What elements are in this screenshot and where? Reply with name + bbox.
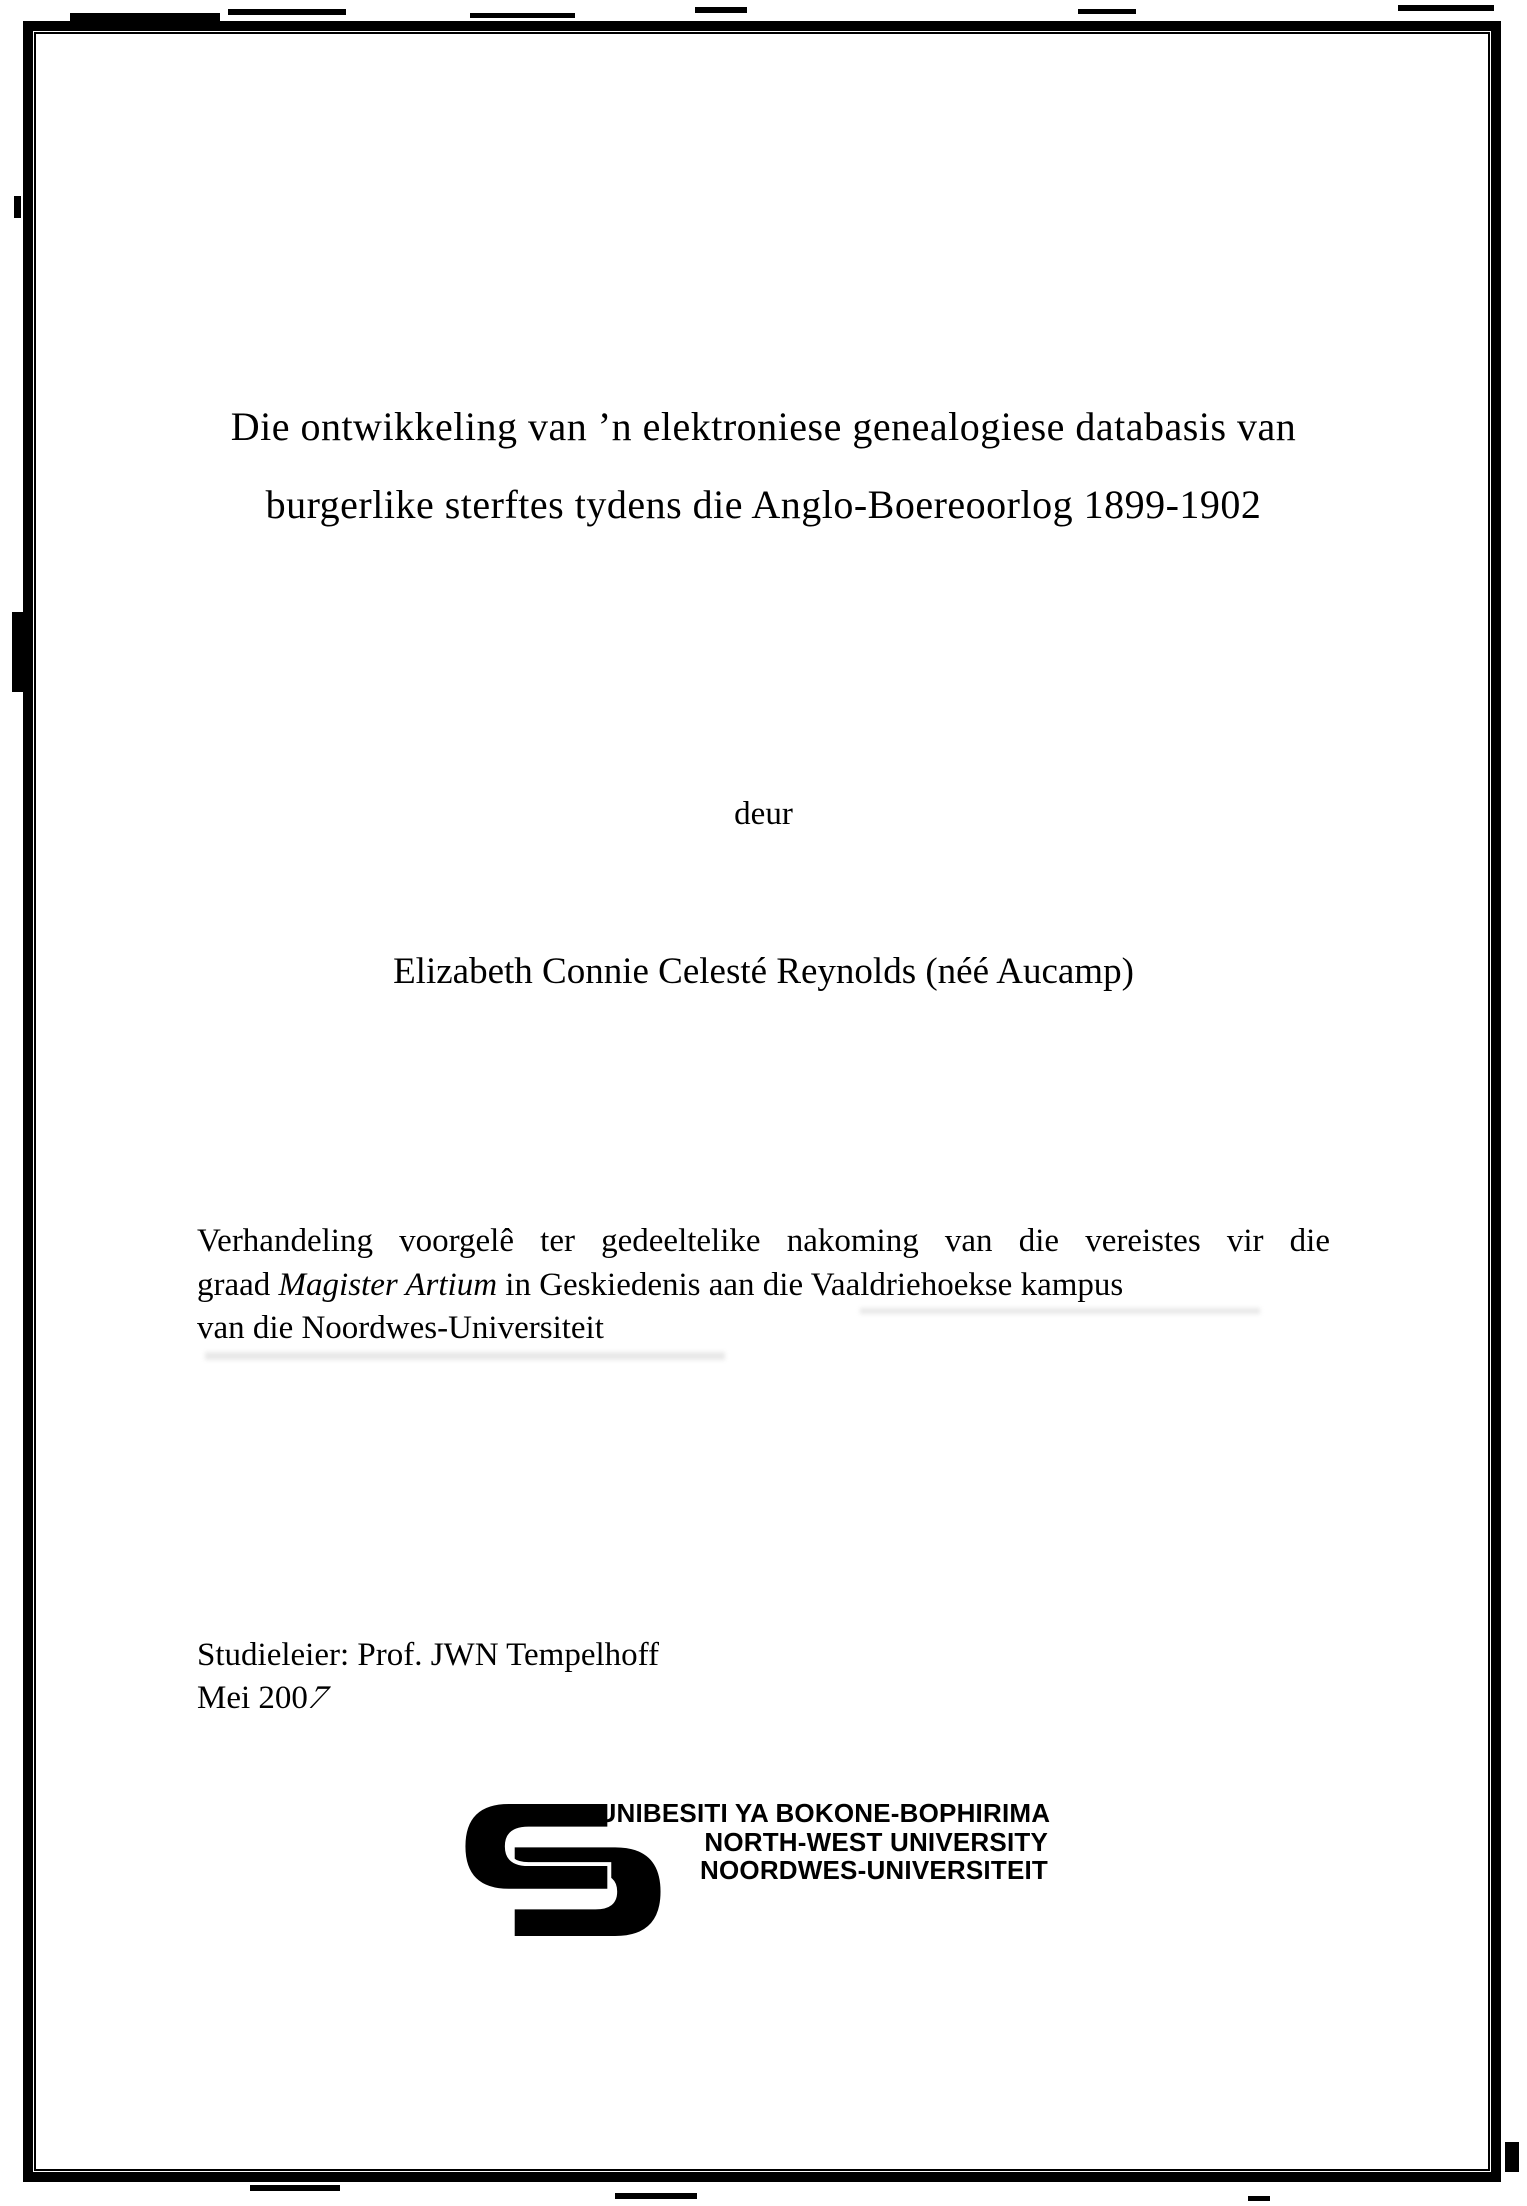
scan-artifact [1505,2142,1519,2172]
page-title [0,388,1527,544]
byline: deur [734,796,793,832]
author-name: Elizabeth Connie Celesté Reynolds (néé Aucamp) [393,951,1134,992]
date-prefix: Mei 200 [197,1680,308,1716]
date-last-digit: 7 [302,1680,335,1716]
logo-text-afrikaans: NOORDWES-UNIVERSITEIT [700,1855,1048,1885]
supervisor-block [197,1634,659,1720]
logo-text-setswana: YUNIBESITI YA BOKONE-BOPHIRIMA [580,1798,1051,1828]
scan-artifact [1078,9,1136,14]
degree-statement [197,1220,1330,1351]
scan-artifact [470,13,575,18]
date-line [197,1677,659,1720]
statement-line-1: Verhandeling voorgelê ter gedeeltelike nakoming van die vereistes vir die [197,1223,1330,1259]
scan-artifact [1248,2196,1270,2201]
scan-artifact [250,2185,340,2191]
scan-artifact [228,9,346,15]
title-line-2: burgerlike sterftes tydens die Anglo-Boereoorlog 1899-1902 [265,482,1262,527]
statement-line-2-pre: graad [197,1266,279,1303]
degree-name-italic: Magister Artium [278,1266,498,1303]
scan-artifact [615,2193,697,2199]
statement-line-2 [197,1264,1330,1308]
scan-artifact [695,7,747,13]
university-logo-text [580,1798,1051,1885]
scan-artifact [14,196,21,218]
statement-line-2-post: in Geskiedenis aan die Vaaldriehoekse kampus [497,1266,1124,1303]
scan-artifact [12,612,23,692]
supervisor-line: Studieleier: Prof. JWN Tempelhoff [197,1637,660,1673]
statement-line-3: van die Noordwes-Universiteit [197,1310,604,1346]
scan-artifact [1398,5,1494,11]
logo-text-english: NORTH-WEST UNIVERSITY [704,1826,1048,1857]
title-line-1: Die ontwikkeling van ’n elektroniese genealogiese databasis van [230,404,1297,449]
